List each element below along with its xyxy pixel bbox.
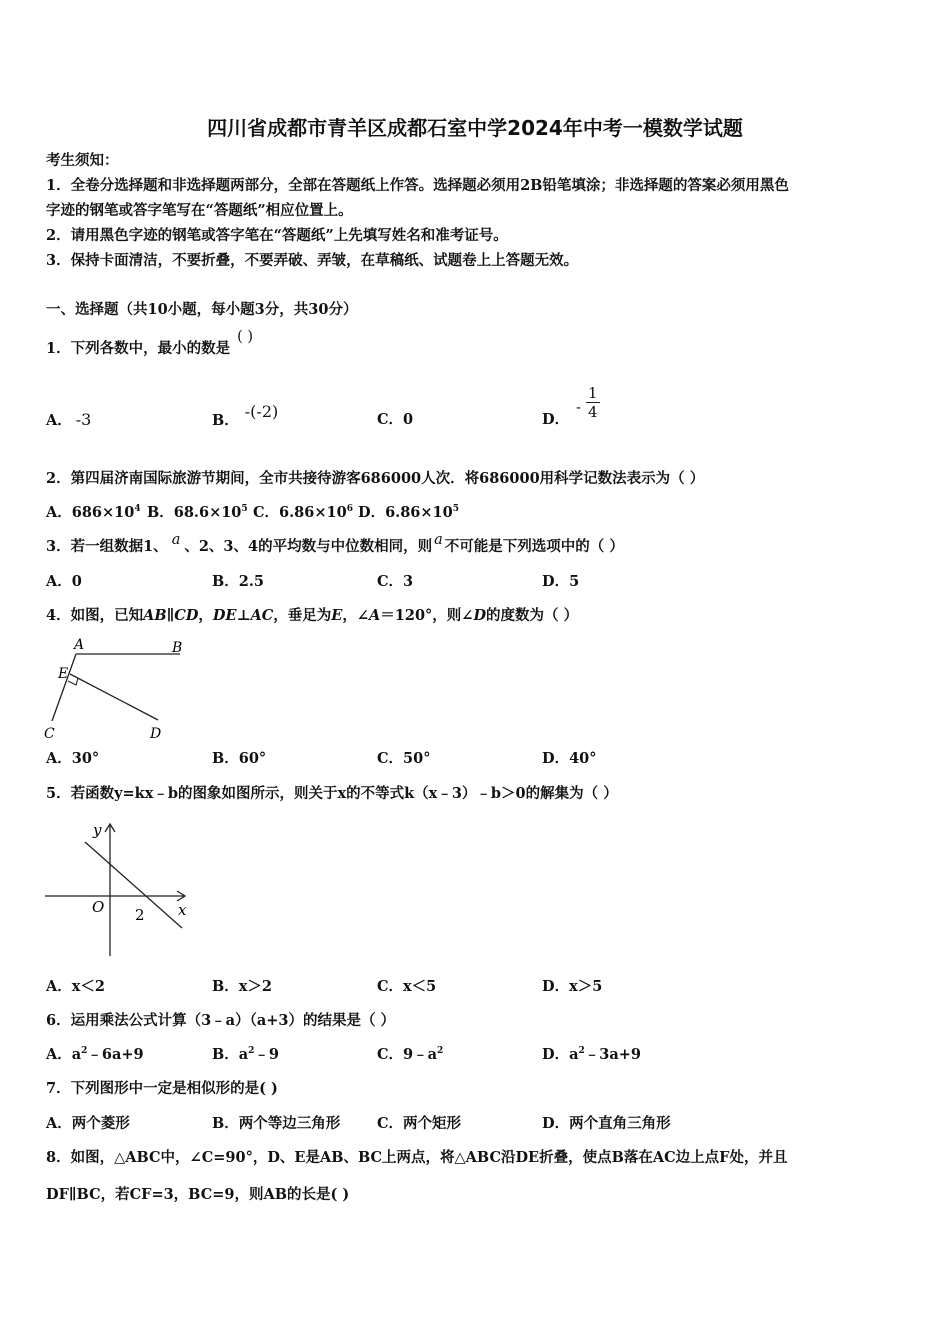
question-4-option-a[interactable]: A．30° xyxy=(46,750,100,767)
option-d-post: ﹣3a+9 xyxy=(584,1046,641,1063)
question-6-option-c[interactable] xyxy=(377,1045,443,1065)
notice-item-1-line-2: 字迹的钢笔或答字笔写在“答题纸”相应位置上。 xyxy=(46,202,353,219)
question-7-option-b[interactable]: B．两个等边三角形 xyxy=(212,1115,341,1132)
option-a-value: -3 xyxy=(75,410,92,429)
question-3-text-a: 3．若一组数据1、 xyxy=(46,538,168,555)
option-d-exponent: 5 xyxy=(452,504,459,514)
option-b-base: B．68.6×10 xyxy=(147,504,242,521)
fraction-denominator: 4 xyxy=(588,403,598,421)
question-4-text-e: 的度数为（ ） xyxy=(486,607,579,624)
parallel-symbol: ∥ xyxy=(166,607,175,624)
label-y: y xyxy=(93,821,102,839)
question-6-option-a[interactable] xyxy=(46,1045,144,1065)
question-1-option-d[interactable] xyxy=(542,384,598,430)
page-title: 四川省成都市青羊区成都石室中学2024年中考一模数学试题 xyxy=(207,116,743,140)
perpendicular-symbol: ⊥ xyxy=(236,607,251,624)
question-8-line-2: DF∥BC，若CF=3，BC=9，则AB的长是( ) xyxy=(46,1186,350,1203)
question-5-option-d[interactable]: D．x＞5 xyxy=(542,978,603,995)
option-d-exponent: 2 xyxy=(578,1046,585,1056)
question-7-option-c[interactable]: C．两个矩形 xyxy=(377,1115,462,1132)
separator: ， xyxy=(198,607,213,624)
option-c-exponent: 2 xyxy=(437,1046,444,1056)
question-1-stem xyxy=(46,329,254,359)
question-3-option-b[interactable]: B．2.5 xyxy=(212,573,264,590)
option-a-exponent: 4 xyxy=(134,504,141,514)
option-b-value: -(-2) xyxy=(244,402,279,421)
option-d-label: D． xyxy=(542,411,570,428)
point-d: D xyxy=(473,607,487,624)
question-2-option-b[interactable] xyxy=(147,503,248,523)
label-origin: O xyxy=(92,898,105,916)
question-4-text-b: ，垂足为 xyxy=(273,607,332,624)
question-2-stem: 2．第四届济南国际旅游节期间，全市共接待游客686000人次．将686000用科学记数法表示为（ ） xyxy=(46,470,705,487)
option-d-pre: D．a xyxy=(542,1046,579,1063)
question-6-option-b[interactable] xyxy=(212,1045,279,1065)
option-c-exponent: 6 xyxy=(346,504,353,514)
point-a: A xyxy=(369,607,381,624)
notice-item-2: 2．请用黑色字迹的钢笔或答字笔在“答题纸”上先填写姓名和准考证号。 xyxy=(46,227,508,244)
question-1-option-a[interactable] xyxy=(46,410,91,431)
question-3-stem xyxy=(46,532,624,557)
option-a-post: ﹣6a+9 xyxy=(87,1046,144,1063)
question-1-option-c[interactable]: C．0 xyxy=(377,411,414,428)
question-6-stem: 6．运用乘法公式计算（3﹣a）（a+3）的结果是（ ） xyxy=(46,1012,396,1029)
option-b-label: B． xyxy=(212,412,239,429)
line-ed xyxy=(70,674,158,720)
variable-a: a xyxy=(171,532,181,548)
question-8-line-1: 8．如图，△ABC中，∠C=90°，D、E是AB、BC上两点，将△ABC沿DE折叠，使点B落在AC边上点F处，并且 xyxy=(46,1149,788,1166)
question-3-option-d[interactable]: D．5 xyxy=(542,573,580,590)
option-b-exponent: 2 xyxy=(248,1046,255,1056)
question-4-text-c: ，∠ xyxy=(342,607,369,624)
section-heading: 一、选择题（共10小题，每小题3分，共30分） xyxy=(46,301,358,318)
segment-cd: CD xyxy=(174,607,199,624)
question-2-option-c[interactable] xyxy=(253,503,353,523)
label-two: 2 xyxy=(135,906,145,924)
label-e: E xyxy=(58,666,69,682)
question-3-option-c[interactable]: C．3 xyxy=(377,573,414,590)
option-c-pre: C．9﹣a xyxy=(377,1046,438,1063)
label-b: B xyxy=(172,640,183,656)
notice-item-3: 3．保持卡面清洁，不要折叠，不要弄破、弄皱，在草稿纸、试题卷上上答题无效。 xyxy=(46,252,579,269)
label-d: D xyxy=(150,726,162,742)
question-2-option-d[interactable] xyxy=(358,503,459,523)
question-4-stem xyxy=(46,606,578,626)
option-d-fraction xyxy=(586,384,600,421)
question-5-option-c[interactable]: C．x＜5 xyxy=(377,978,437,995)
question-7-option-a[interactable]: A．两个菱形 xyxy=(46,1115,130,1132)
question-5-option-b[interactable]: B．x＞2 xyxy=(212,978,272,995)
question-6-option-d[interactable] xyxy=(542,1045,641,1065)
question-1-text: 1．下列各数中，最小的数是 xyxy=(46,340,231,357)
option-d-sign: - xyxy=(576,400,581,416)
option-b-pre: B．a xyxy=(212,1046,249,1063)
question-3-option-a[interactable]: A．0 xyxy=(46,573,82,590)
question-1-option-b[interactable] xyxy=(212,402,279,431)
option-a-label: A． xyxy=(46,412,72,429)
question-2-option-a[interactable] xyxy=(46,503,141,523)
right-angle-mark xyxy=(68,678,78,685)
option-d-base: D．6.86×10 xyxy=(358,504,453,521)
question-4-option-c[interactable]: C．50° xyxy=(377,750,431,767)
question-4-text-a: 4．如图，已知 xyxy=(46,607,144,624)
question-7-stem: 7．下列图形中一定是相似形的是( ) xyxy=(46,1080,278,1097)
question-3-text-b: 、2、3、4的平均数与中位数相同，则 xyxy=(184,538,433,555)
line-ac xyxy=(52,654,76,721)
option-a-pre: A．a xyxy=(46,1046,82,1063)
segment-ab: AB xyxy=(143,607,167,624)
question-3-text-c: 不可能是下列选项中的（ ） xyxy=(444,538,624,555)
label-a: A xyxy=(74,637,85,653)
option-c-base: C．6.86×10 xyxy=(253,504,347,521)
point-e: E xyxy=(331,607,343,624)
label-c: C xyxy=(44,726,55,742)
question-5-figure xyxy=(40,816,200,961)
fraction-numerator: 1 xyxy=(588,384,598,402)
question-4-figure xyxy=(40,634,200,744)
segment-ac: AC xyxy=(250,607,274,624)
question-4-text-d: ＝120°，则∠ xyxy=(380,607,474,624)
segment-de: DE xyxy=(212,607,237,624)
question-5-option-a[interactable]: A．x＜2 xyxy=(46,978,105,995)
option-a-base: A．686×10 xyxy=(46,504,135,521)
question-4-option-d[interactable]: D．40° xyxy=(542,750,597,767)
option-b-exponent: 5 xyxy=(241,504,248,514)
notice-heading: 考生须知： xyxy=(46,152,119,169)
notice-item-1-line-1: 1．全卷分选择题和非选择题两部分，全部在答题纸上作答。选择题必须用2B铅笔填涂；非选择题的答案必须用黑色 xyxy=(46,177,789,194)
variable-a: a xyxy=(434,532,443,548)
label-x: x xyxy=(178,901,187,919)
option-a-exponent: 2 xyxy=(81,1046,88,1056)
question-1-paren: ( ) xyxy=(237,329,254,345)
option-b-post: ﹣9 xyxy=(254,1046,280,1063)
question-7-option-d[interactable]: D．两个直角三角形 xyxy=(542,1115,671,1132)
question-4-option-b[interactable]: B．60° xyxy=(212,750,267,767)
question-5-stem: 5．若函数y=kx﹣b的图象如图所示，则关于x的不等式k（x﹣3）﹣b＞0的解集为（ ） xyxy=(46,785,618,802)
